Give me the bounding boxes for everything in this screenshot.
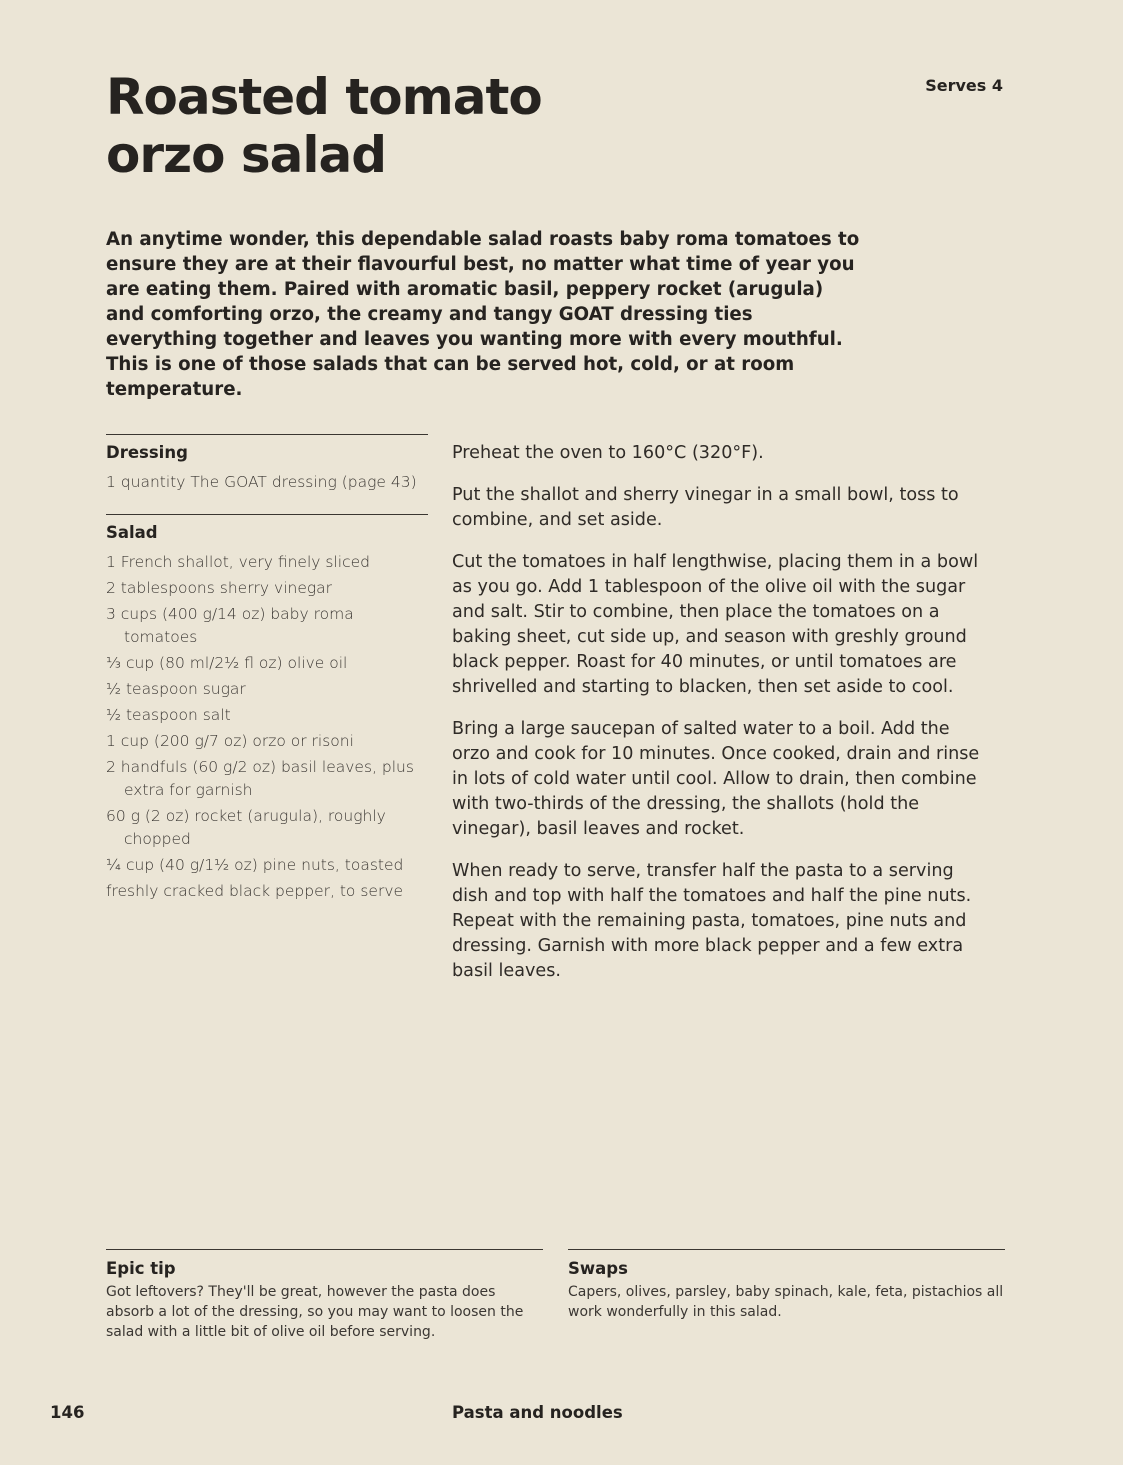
method-step: Put the shallot and sherry vinegar in a small bowl, toss to combine, and set aside. [452, 485, 959, 530]
ingredient-item: ½ teaspoon sugar [106, 680, 246, 698]
recipe-title [106, 68, 806, 184]
method-column [452, 441, 987, 1001]
ingredient-item: 1 quantity The GOAT dressing (page 43) [106, 473, 417, 491]
method-step: Preheat the oven to 160°C (320°F). [452, 443, 764, 463]
swaps-heading: Swaps [568, 1259, 628, 1278]
title-line-1: Roasted tomato [106, 68, 542, 126]
page-number: 146 [50, 1403, 85, 1422]
ingredient-item: ½ teaspoon salt [106, 706, 231, 724]
method-step: When ready to serve, transfer half the pasta to a serving dish and top with half the tomatoes and half the pine nuts. Repeat with the remaining pasta, tomatoes, pine nuts and dressing. Garnish with more black pepper and a few extra basil leaves. [452, 861, 972, 981]
swaps-box [568, 1249, 1005, 1322]
dressing-list [106, 471, 428, 494]
ingredient-item: ⅓ cup (80 ml/2½ fl oz) olive oil [106, 654, 348, 672]
epic-tip-text: Got leftovers? They'll be great, however the pasta does absorb a lot of the dressing, so you may want to loosen the salad with a little bit of olive oil before serving. [106, 1284, 524, 1340]
ingredient-item: freshly cracked black pepper, to serve [106, 882, 404, 900]
ingredient-item: 3 cups (400 g/14 oz) baby roma tomatoes [106, 605, 354, 646]
serves-count: Serves 4 [925, 76, 1003, 95]
ingredient-item: ¼ cup (40 g/1½ oz) pine nuts, toasted [106, 856, 404, 874]
epic-tip-box [106, 1249, 543, 1342]
salad-list [106, 551, 428, 903]
salad-heading: Salad [106, 523, 158, 542]
epic-tip-heading: Epic tip [106, 1259, 176, 1278]
ingredient-item: 1 cup (200 g/7 oz) orzo or risoni [106, 732, 354, 750]
swaps-text: Capers, olives, parsley, baby spinach, kale, feta, pistachios all work wonderfully in this salad. [568, 1284, 1004, 1320]
title-line-2: orzo salad [106, 126, 387, 184]
ingredient-item: 2 tablespoons sherry vinegar [106, 579, 333, 597]
recipe-intro: An anytime wonder, this dependable salad roasts baby roma tomatoes to ensure they are at their flavourful best, no matter what time of year you are eating them. Paired with aromatic basil, peppery rocket (arugula) and comforting orzo, the creamy and tangy GOAT dressing ties everything together and leaves you wanting more with every mouthful. This is one of those salads that can be served hot, cold, or at room temperature. [106, 229, 860, 400]
method-step: Bring a large saucepan of salted water to a boil. Add the orzo and cook for 10 minutes. Once cooked, drain and rinse in lots of cold water until cool. Allow to drain, then combine with two-thirds of the dressing, the shallots (hold the vinegar), basil leaves and rocket. [452, 719, 980, 839]
ingredient-item: 1 French shallot, very finely sliced [106, 553, 370, 571]
salad-group [106, 514, 428, 903]
ingredient-item: 2 handfuls (60 g/2 oz) basil leaves, plus extra for garnish [106, 758, 414, 799]
ingredients-column [106, 434, 428, 906]
ingredient-item: 60 g (2 oz) rocket (arugula), roughly chopped [106, 807, 386, 848]
dressing-heading: Dressing [106, 443, 188, 462]
dressing-group [106, 434, 428, 494]
method-step: Cut the tomatoes in half lengthwise, placing them in a bowl as you go. Add 1 tablespoon of the olive oil with the sugar and salt. Stir to combine, then place the tomatoes on a baking sheet, cut side up, and season with greshly ground black pepper. Roast for 40 minutes, or until tomatoes are shrivelled and starting to blacken, then set aside to cool. [452, 552, 979, 697]
section-name: Pasta and noodles [452, 1403, 623, 1422]
